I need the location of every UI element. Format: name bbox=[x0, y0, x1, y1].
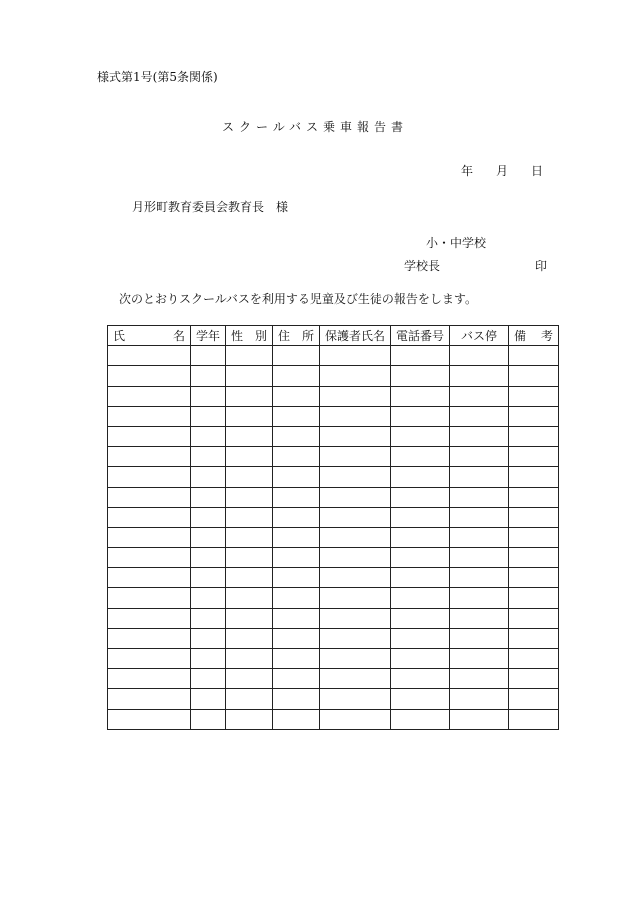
table-cell[interactable] bbox=[226, 669, 273, 689]
addressee: 月形町教育委員会教育長 様 bbox=[132, 200, 289, 214]
table-cell[interactable] bbox=[391, 548, 450, 568]
table-cell[interactable] bbox=[450, 406, 509, 426]
table-cell[interactable] bbox=[191, 467, 226, 487]
table-cell[interactable] bbox=[450, 608, 509, 628]
table-cell[interactable] bbox=[391, 628, 450, 648]
table-cell[interactable] bbox=[509, 588, 559, 608]
table-cell[interactable] bbox=[108, 527, 191, 547]
table-cell[interactable] bbox=[320, 447, 391, 467]
month-label: 月 bbox=[496, 164, 509, 178]
table-cell[interactable] bbox=[108, 447, 191, 467]
table-cell[interactable] bbox=[273, 386, 320, 406]
table-cell[interactable] bbox=[191, 689, 226, 709]
table-cell[interactable] bbox=[320, 386, 391, 406]
table-cell[interactable] bbox=[509, 426, 559, 446]
table-cell[interactable] bbox=[108, 487, 191, 507]
table-cell[interactable] bbox=[391, 507, 450, 527]
table-cell[interactable] bbox=[191, 608, 226, 628]
table-cell[interactable] bbox=[108, 568, 191, 588]
table-cell[interactable] bbox=[450, 487, 509, 507]
table-cell[interactable] bbox=[391, 406, 450, 426]
table-cell[interactable] bbox=[509, 487, 559, 507]
table-cell[interactable] bbox=[391, 669, 450, 689]
table-row bbox=[108, 608, 559, 628]
header-name-a: 氏 bbox=[113, 329, 126, 344]
table-cell[interactable] bbox=[108, 649, 191, 669]
table-cell[interactable] bbox=[320, 406, 391, 426]
header-gender-b: 別 bbox=[254, 329, 267, 344]
table-cell[interactable] bbox=[509, 467, 559, 487]
table-row bbox=[108, 709, 559, 729]
table-row bbox=[108, 406, 559, 426]
table-cell[interactable] bbox=[450, 709, 509, 729]
table-cell[interactable] bbox=[320, 689, 391, 709]
table-row bbox=[108, 346, 559, 366]
table-cell[interactable] bbox=[226, 426, 273, 446]
header-phone: 電話番号 bbox=[391, 326, 450, 346]
day-label: 日 bbox=[531, 164, 544, 178]
table-cell[interactable] bbox=[391, 366, 450, 386]
seal-mark: 印 bbox=[535, 259, 548, 273]
table-row bbox=[108, 507, 559, 527]
table-cell[interactable] bbox=[320, 426, 391, 446]
table-cell[interactable] bbox=[191, 507, 226, 527]
table-cell[interactable] bbox=[320, 608, 391, 628]
table-cell[interactable] bbox=[450, 467, 509, 487]
table-row bbox=[108, 447, 559, 467]
table-cell[interactable] bbox=[226, 346, 273, 366]
table-cell[interactable] bbox=[450, 386, 509, 406]
table-cell[interactable] bbox=[450, 346, 509, 366]
table-cell[interactable] bbox=[191, 366, 226, 386]
table-cell[interactable] bbox=[108, 386, 191, 406]
table-cell[interactable] bbox=[191, 649, 226, 669]
table-row bbox=[108, 689, 559, 709]
table-cell[interactable] bbox=[226, 406, 273, 426]
table-cell[interactable] bbox=[108, 709, 191, 729]
table-cell[interactable] bbox=[273, 689, 320, 709]
table-cell[interactable] bbox=[320, 568, 391, 588]
table-cell[interactable] bbox=[273, 426, 320, 446]
table-cell[interactable] bbox=[273, 346, 320, 366]
table-cell[interactable] bbox=[191, 386, 226, 406]
table-cell[interactable] bbox=[273, 527, 320, 547]
table-cell[interactable] bbox=[108, 467, 191, 487]
table-cell[interactable] bbox=[226, 447, 273, 467]
table-cell[interactable] bbox=[226, 709, 273, 729]
table-cell[interactable] bbox=[108, 426, 191, 446]
table-row bbox=[108, 366, 559, 386]
intro-text: 次のとおりスクールバスを利用する児童及び生徒の報告をします。 bbox=[119, 292, 477, 306]
table-cell[interactable] bbox=[191, 568, 226, 588]
table-cell[interactable] bbox=[450, 548, 509, 568]
table-cell[interactable] bbox=[391, 709, 450, 729]
year-label: 年 bbox=[461, 164, 474, 178]
table-cell[interactable] bbox=[320, 467, 391, 487]
table-cell[interactable] bbox=[509, 406, 559, 426]
table-cell[interactable] bbox=[226, 487, 273, 507]
table-cell[interactable] bbox=[273, 709, 320, 729]
table-cell[interactable] bbox=[450, 669, 509, 689]
table-cell[interactable] bbox=[450, 588, 509, 608]
table-cell[interactable] bbox=[108, 346, 191, 366]
table-cell[interactable] bbox=[450, 426, 509, 446]
table-cell[interactable] bbox=[450, 649, 509, 669]
table-cell[interactable] bbox=[226, 568, 273, 588]
table-row bbox=[108, 426, 559, 446]
table-cell[interactable] bbox=[509, 689, 559, 709]
table-cell[interactable] bbox=[273, 669, 320, 689]
header-guardian-name: 保護者氏名 bbox=[320, 326, 391, 346]
table-cell[interactable] bbox=[226, 608, 273, 628]
table-row bbox=[108, 669, 559, 689]
table-cell[interactable] bbox=[108, 669, 191, 689]
table-cell[interactable] bbox=[391, 386, 450, 406]
table-cell[interactable] bbox=[320, 709, 391, 729]
table-cell[interactable] bbox=[391, 608, 450, 628]
table-row bbox=[108, 649, 559, 669]
table-cell[interactable] bbox=[108, 628, 191, 648]
table-cell[interactable] bbox=[450, 366, 509, 386]
table-cell[interactable] bbox=[391, 588, 450, 608]
table-cell[interactable] bbox=[273, 487, 320, 507]
table-cell[interactable] bbox=[191, 487, 226, 507]
table-cell[interactable] bbox=[191, 669, 226, 689]
table-cell[interactable] bbox=[391, 568, 450, 588]
table-cell[interactable] bbox=[108, 689, 191, 709]
table-cell[interactable] bbox=[391, 689, 450, 709]
header-gender bbox=[226, 326, 273, 346]
table-cell[interactable] bbox=[509, 649, 559, 669]
table-header-row bbox=[108, 326, 559, 346]
table-cell[interactable] bbox=[191, 406, 226, 426]
table-cell[interactable] bbox=[509, 447, 559, 467]
roster-body bbox=[108, 346, 559, 730]
table-cell[interactable] bbox=[108, 588, 191, 608]
table-cell[interactable] bbox=[108, 406, 191, 426]
form-number: 様式第1号(第5条関係) bbox=[97, 70, 218, 84]
table-cell[interactable] bbox=[273, 608, 320, 628]
table-cell[interactable] bbox=[509, 527, 559, 547]
table-row bbox=[108, 548, 559, 568]
table-cell[interactable] bbox=[450, 507, 509, 527]
table-cell[interactable] bbox=[320, 507, 391, 527]
header-address-b: 所 bbox=[301, 329, 314, 344]
principal-label: 学校長 bbox=[404, 259, 441, 273]
table-cell[interactable] bbox=[391, 649, 450, 669]
table-cell[interactable] bbox=[450, 689, 509, 709]
table-cell[interactable] bbox=[108, 366, 191, 386]
table-cell[interactable] bbox=[273, 628, 320, 648]
school-name-label: 小・中学校 bbox=[426, 236, 487, 250]
table-cell[interactable] bbox=[509, 507, 559, 527]
document-title: スクールバス乗車報告書 bbox=[222, 120, 408, 134]
table-cell[interactable] bbox=[191, 426, 226, 446]
table-cell[interactable] bbox=[509, 346, 559, 366]
table-row bbox=[108, 527, 559, 547]
table-cell[interactable] bbox=[226, 386, 273, 406]
table-cell[interactable] bbox=[391, 527, 450, 547]
table-cell[interactable] bbox=[273, 507, 320, 527]
table-cell[interactable] bbox=[509, 608, 559, 628]
table-cell[interactable] bbox=[226, 588, 273, 608]
header-remarks-a: 備 bbox=[514, 329, 527, 344]
table-cell[interactable] bbox=[450, 527, 509, 547]
table-cell[interactable] bbox=[226, 628, 273, 648]
table-cell[interactable] bbox=[191, 548, 226, 568]
table-cell[interactable] bbox=[273, 568, 320, 588]
table-row bbox=[108, 487, 559, 507]
table-cell[interactable] bbox=[191, 447, 226, 467]
table-cell[interactable] bbox=[273, 649, 320, 669]
header-name-b: 名 bbox=[172, 329, 185, 344]
header-bus-stop: バス停 bbox=[450, 326, 509, 346]
table-cell[interactable] bbox=[273, 406, 320, 426]
header-gender-a: 性 bbox=[231, 329, 244, 344]
table-cell[interactable] bbox=[391, 447, 450, 467]
table-row bbox=[108, 467, 559, 487]
table-cell[interactable] bbox=[509, 669, 559, 689]
table-cell[interactable] bbox=[273, 467, 320, 487]
table-cell[interactable] bbox=[320, 366, 391, 386]
table-cell[interactable] bbox=[320, 649, 391, 669]
table-cell[interactable] bbox=[320, 527, 391, 547]
table-row bbox=[108, 386, 559, 406]
table-cell[interactable] bbox=[391, 467, 450, 487]
table-row bbox=[108, 628, 559, 648]
table-cell[interactable] bbox=[191, 628, 226, 648]
table-cell[interactable] bbox=[450, 568, 509, 588]
header-address bbox=[273, 326, 320, 346]
table-cell[interactable] bbox=[509, 709, 559, 729]
table-cell[interactable] bbox=[191, 709, 226, 729]
table-cell[interactable] bbox=[320, 346, 391, 366]
table-cell[interactable] bbox=[273, 447, 320, 467]
table-cell[interactable] bbox=[509, 568, 559, 588]
table-cell[interactable] bbox=[108, 548, 191, 568]
header-address-a: 住 bbox=[278, 329, 291, 344]
table-cell[interactable] bbox=[509, 548, 559, 568]
table-cell[interactable] bbox=[226, 527, 273, 547]
table-cell[interactable] bbox=[108, 507, 191, 527]
table-cell[interactable] bbox=[226, 366, 273, 386]
table-cell[interactable] bbox=[226, 467, 273, 487]
table-cell[interactable] bbox=[226, 548, 273, 568]
header-grade: 学年 bbox=[191, 326, 226, 346]
table-cell[interactable] bbox=[226, 507, 273, 527]
table-cell[interactable] bbox=[391, 487, 450, 507]
table-cell[interactable] bbox=[391, 426, 450, 446]
table-cell[interactable] bbox=[191, 588, 226, 608]
table-cell[interactable] bbox=[191, 527, 226, 547]
table-cell[interactable] bbox=[273, 548, 320, 568]
table-cell[interactable] bbox=[108, 608, 191, 628]
table-cell[interactable] bbox=[191, 346, 226, 366]
table-cell[interactable] bbox=[391, 346, 450, 366]
table-cell[interactable] bbox=[320, 548, 391, 568]
roster-table bbox=[107, 325, 559, 730]
table-cell[interactable] bbox=[509, 628, 559, 648]
table-cell[interactable] bbox=[226, 689, 273, 709]
table-cell[interactable] bbox=[273, 366, 320, 386]
header-remarks bbox=[509, 326, 559, 346]
table-cell[interactable] bbox=[450, 447, 509, 467]
table-cell[interactable] bbox=[226, 649, 273, 669]
date-line bbox=[461, 164, 543, 178]
header-name bbox=[108, 326, 191, 346]
table-cell[interactable] bbox=[509, 386, 559, 406]
table-cell[interactable] bbox=[273, 588, 320, 608]
table-cell[interactable] bbox=[450, 628, 509, 648]
table-row bbox=[108, 568, 559, 588]
table-cell[interactable] bbox=[320, 588, 391, 608]
table-cell[interactable] bbox=[509, 366, 559, 386]
table-cell[interactable] bbox=[320, 628, 391, 648]
table-cell[interactable] bbox=[320, 669, 391, 689]
table-row bbox=[108, 588, 559, 608]
header-remarks-b: 考 bbox=[540, 329, 553, 344]
table-cell[interactable] bbox=[320, 487, 391, 507]
